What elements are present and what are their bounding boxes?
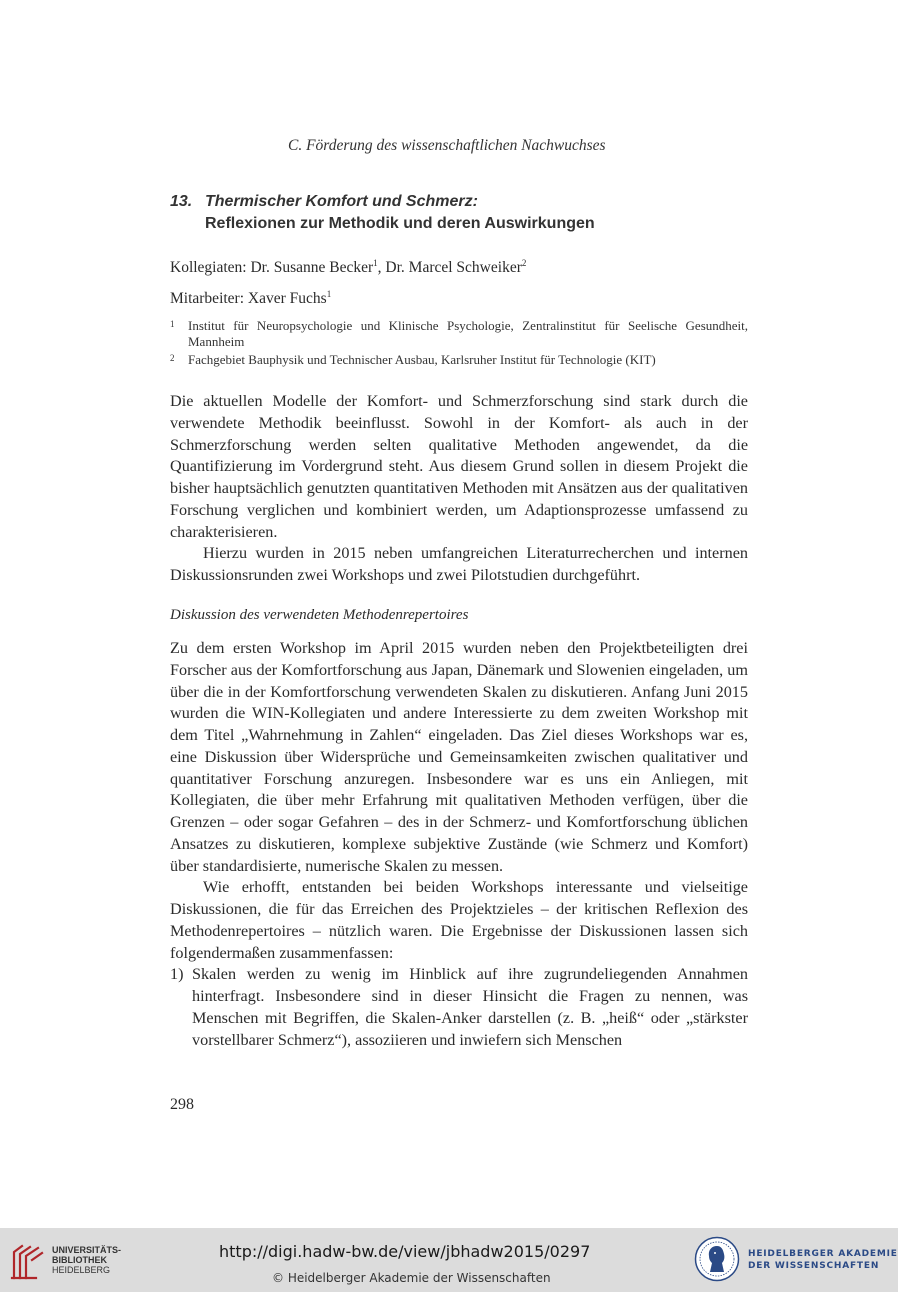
list-number: 1)	[170, 965, 184, 984]
permalink-url[interactable]: http://digi.hadw-bw.de/view/jbhadw2015/0297	[219, 1242, 591, 1261]
footnote-text: Fachgebiet Bauphysik und Technischer Ausbau, Karlsruher Institut für Technologie (KIT)	[188, 352, 656, 367]
hadw-line2: DER WISSENSCHAFTEN	[748, 1261, 880, 1271]
list-item	[170, 964, 748, 1051]
affiliation-mark: 2	[521, 258, 527, 268]
paragraph: Wie erhofft, entstanden bei beiden Workshops interessante und vielseitige Diskussionen, die für das Erreichen des Projektzieles – der kritischen Reflexion des Methodenrepertoires – nützlich waren. Die Ergebnisse der Diskussionen lassen sich folgendermaßen zusammenfassen:	[170, 878, 748, 962]
hadw-line1: HEIDELBERGER AKADEMIE	[748, 1249, 898, 1259]
mitarbeiter-fuchs: Mitarbeiter: Xaver Fuchs	[170, 290, 327, 307]
hadw-logo-text	[748, 1248, 898, 1272]
footnote	[170, 352, 748, 368]
footnote	[170, 318, 748, 350]
page-number: 298	[170, 1096, 194, 1113]
kollegiaten-line	[170, 258, 750, 277]
footnote-mark: 1	[170, 319, 175, 329]
ub-line3: HEIDELBERG	[52, 1265, 111, 1275]
footnote-mark: 2	[170, 353, 175, 363]
running-head: C. Förderung des wissenschaftlichen Nachwuchses	[288, 137, 606, 154]
paragraph: Hierzu wurden in 2015 neben umfangreichen Literaturrecherchen und internen Diskussionsrunden zwei Workshops und zwei Pilotstudien durchgeführt.	[170, 544, 748, 584]
affiliation-mark: 1	[373, 258, 378, 268]
ub-line1: UNIVERSITÄTS-	[52, 1245, 122, 1255]
kollegiaten-becker: Kollegiaten: Dr. Susanne Becker	[170, 259, 374, 276]
mitarbeiter-line	[170, 289, 750, 308]
intro-text	[170, 391, 748, 587]
chapter-number: 13.	[170, 193, 193, 210]
copyright-notice: © Heidelberger Akademie der Wissenschaften	[272, 1271, 551, 1285]
paragraph: Die aktuellen Modelle der Komfort- und Schmerzforschung sind stark durch die verwendete Methodik beeinflusst. Sowohl in der Komfort- als auch in der Schmerzforschung werden selten qualitative Methoden angewendet, da die Quantifizierung im Vordergrund steht. Aus diesem Grund sollen in diesem Projekt die bisher hauptsächlich genutzten quantitativen Methoden mit Ansätzen aus der qualitativen Forschung verglichen und kombiniert werden, um Adaptionsprozesse umfassend zu charakterisieren.	[170, 392, 748, 541]
affiliation-mark: 1	[326, 289, 332, 299]
ub-line2: BIBLIOTHEK	[52, 1255, 107, 1265]
affiliation-footnotes	[170, 318, 748, 368]
section-text	[170, 638, 748, 1051]
list-text: Skalen werden zu wenig im Hinblick auf ihre zugrundeliegenden Annahmen hinterfragt. Insbesondere sind in dieser Hinsicht die Fragen zu nennen, was Menschen mit Begriffen, die Skalen-Anker darstellen (z. B. „heiß“ oder „stärkster vorstellbarer Schmerz“), assoziieren und inwiefern sich Menschen	[192, 965, 748, 1049]
chapter-title-line1: Thermischer Komfort und Schmerz:	[205, 193, 478, 210]
ub-logo-text	[52, 1245, 121, 1275]
footnote-text: Institut für Neuropsychologie und Klinische Psychologie, Zentralinstitut für Seelische Gesundheit, Mannheim	[188, 318, 748, 349]
paragraph: Zu dem ersten Workshop im April 2015 wurden neben den Projektbeteiligten drei Forscher aus der Komfortforschung aus Japan, Dänemark und Slowenien eingeladen, um über die in der Komfortforschung verwendeten Skalen zu diskutieren. Anfang Juni 2015 wurden die WIN-Kollegiaten und andere Interessierte zu dem zweiten Workshop mit dem Titel „Wahrnehmung in Zahlen“ eingeladen. Das Ziel dieses Workshops war es, eine Diskussion über Widersprüche und Gemeinsamkeiten zwischen qualitativer und quantitativer Forschung anzuregen. Insbesondere war es uns ein Anliegen, mit Kollegiaten, die über mehr Erfahrung mit qualitativen Methoden verfügen, über die Grenzen – oder sogar Gefahren – des in der Schmerz- und Komfortforschung üblichen Ansatzes zu diskutieren, komplexe subjektive Zustände (wie Schmerz und Komfort) über standardisierte, numerische Skalen zu messen.	[170, 639, 748, 875]
ub-logo-icon	[8, 1238, 48, 1280]
kollegiaten-schweiker: , Dr. Marcel Schweiker	[377, 259, 522, 276]
chapter-title-line2: Reflexionen zur Methodik und deren Auswirkungen	[205, 215, 595, 232]
hadw-logo[interactable]	[694, 1236, 898, 1286]
section-heading: Diskussion des verwendeten Methodenrepertoires	[170, 607, 469, 623]
academy-seal-icon	[694, 1236, 740, 1282]
ub-heidelberg-logo[interactable]	[8, 1236, 128, 1284]
